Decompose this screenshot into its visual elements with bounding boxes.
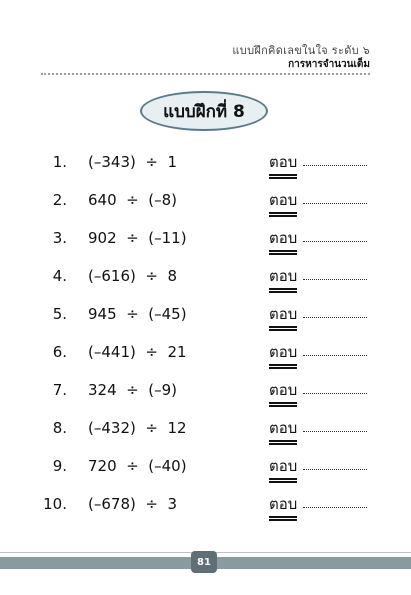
- answer-label: ตอบ: [269, 302, 297, 328]
- problem-row: [0, 226, 411, 250]
- answer-label: ตอบ: [269, 492, 297, 518]
- problem-number: 2.: [52, 191, 67, 209]
- answer-blank-line[interactable]: [303, 355, 367, 356]
- answer-blank-line[interactable]: [303, 393, 367, 394]
- problem-expression: 902 ÷ (–11): [88, 229, 187, 247]
- exercise-title: แบบฝึกที่ 8: [140, 91, 268, 131]
- problem-number: 3.: [52, 229, 67, 247]
- problem-number: 9.: [52, 457, 67, 475]
- answer-label: ตอบ: [269, 454, 297, 480]
- answer-label: ตอบ: [269, 150, 297, 176]
- problem-row: [0, 188, 411, 212]
- answer-label: ตอบ: [269, 264, 297, 290]
- answer-blank-line[interactable]: [303, 431, 367, 432]
- problem-row: [0, 340, 411, 364]
- answer-label: ตอบ: [269, 188, 297, 214]
- answer-blank-line[interactable]: [303, 469, 367, 470]
- problem-number: 8.: [52, 419, 67, 437]
- header-series-title: แบบฝึกคิดเลขในใจ ระดับ ๖: [232, 44, 370, 57]
- problem-expression: (–441) ÷ 21: [88, 343, 187, 361]
- answer-label: ตอบ: [269, 416, 297, 442]
- problem-number: 7.: [52, 381, 67, 399]
- problem-row: [0, 264, 411, 288]
- problem-number: 4.: [52, 267, 67, 285]
- problem-number: 10.: [43, 495, 67, 513]
- problem-expression: (–616) ÷ 8: [88, 267, 178, 285]
- problem-number: 1.: [52, 153, 67, 171]
- problem-expression: 640 ÷ (–8): [88, 191, 178, 209]
- problem-row: [0, 416, 411, 440]
- header-topic: การหารจำนวนเต็ม: [288, 59, 370, 70]
- page-number: 81: [191, 551, 217, 573]
- problem-number: 6.: [52, 343, 67, 361]
- answer-label: ตอบ: [269, 340, 297, 366]
- dotted-divider: [41, 73, 370, 75]
- problem-expression: 945 ÷ (–45): [88, 305, 187, 323]
- problem-expression: 324 ÷ (–9): [88, 381, 178, 399]
- problem-expression: (–432) ÷ 12: [88, 419, 187, 437]
- answer-label: ตอบ: [269, 226, 297, 252]
- answer-blank-line[interactable]: [303, 165, 367, 166]
- answer-blank-line[interactable]: [303, 203, 367, 204]
- answer-label: ตอบ: [269, 378, 297, 404]
- answer-blank-line[interactable]: [303, 507, 367, 508]
- problem-row: [0, 454, 411, 478]
- problem-row: [0, 150, 411, 174]
- answer-blank-line[interactable]: [303, 317, 367, 318]
- problem-expression: (–678) ÷ 3: [88, 495, 178, 513]
- problem-row: [0, 492, 411, 516]
- problem-number: 5.: [52, 305, 67, 323]
- problem-row: [0, 378, 411, 402]
- problem-expression: 720 ÷ (–40): [88, 457, 187, 475]
- answer-blank-line[interactable]: [303, 241, 367, 242]
- answer-blank-line[interactable]: [303, 279, 367, 280]
- problem-row: [0, 302, 411, 326]
- problem-expression: (–343) ÷ 1: [88, 153, 178, 171]
